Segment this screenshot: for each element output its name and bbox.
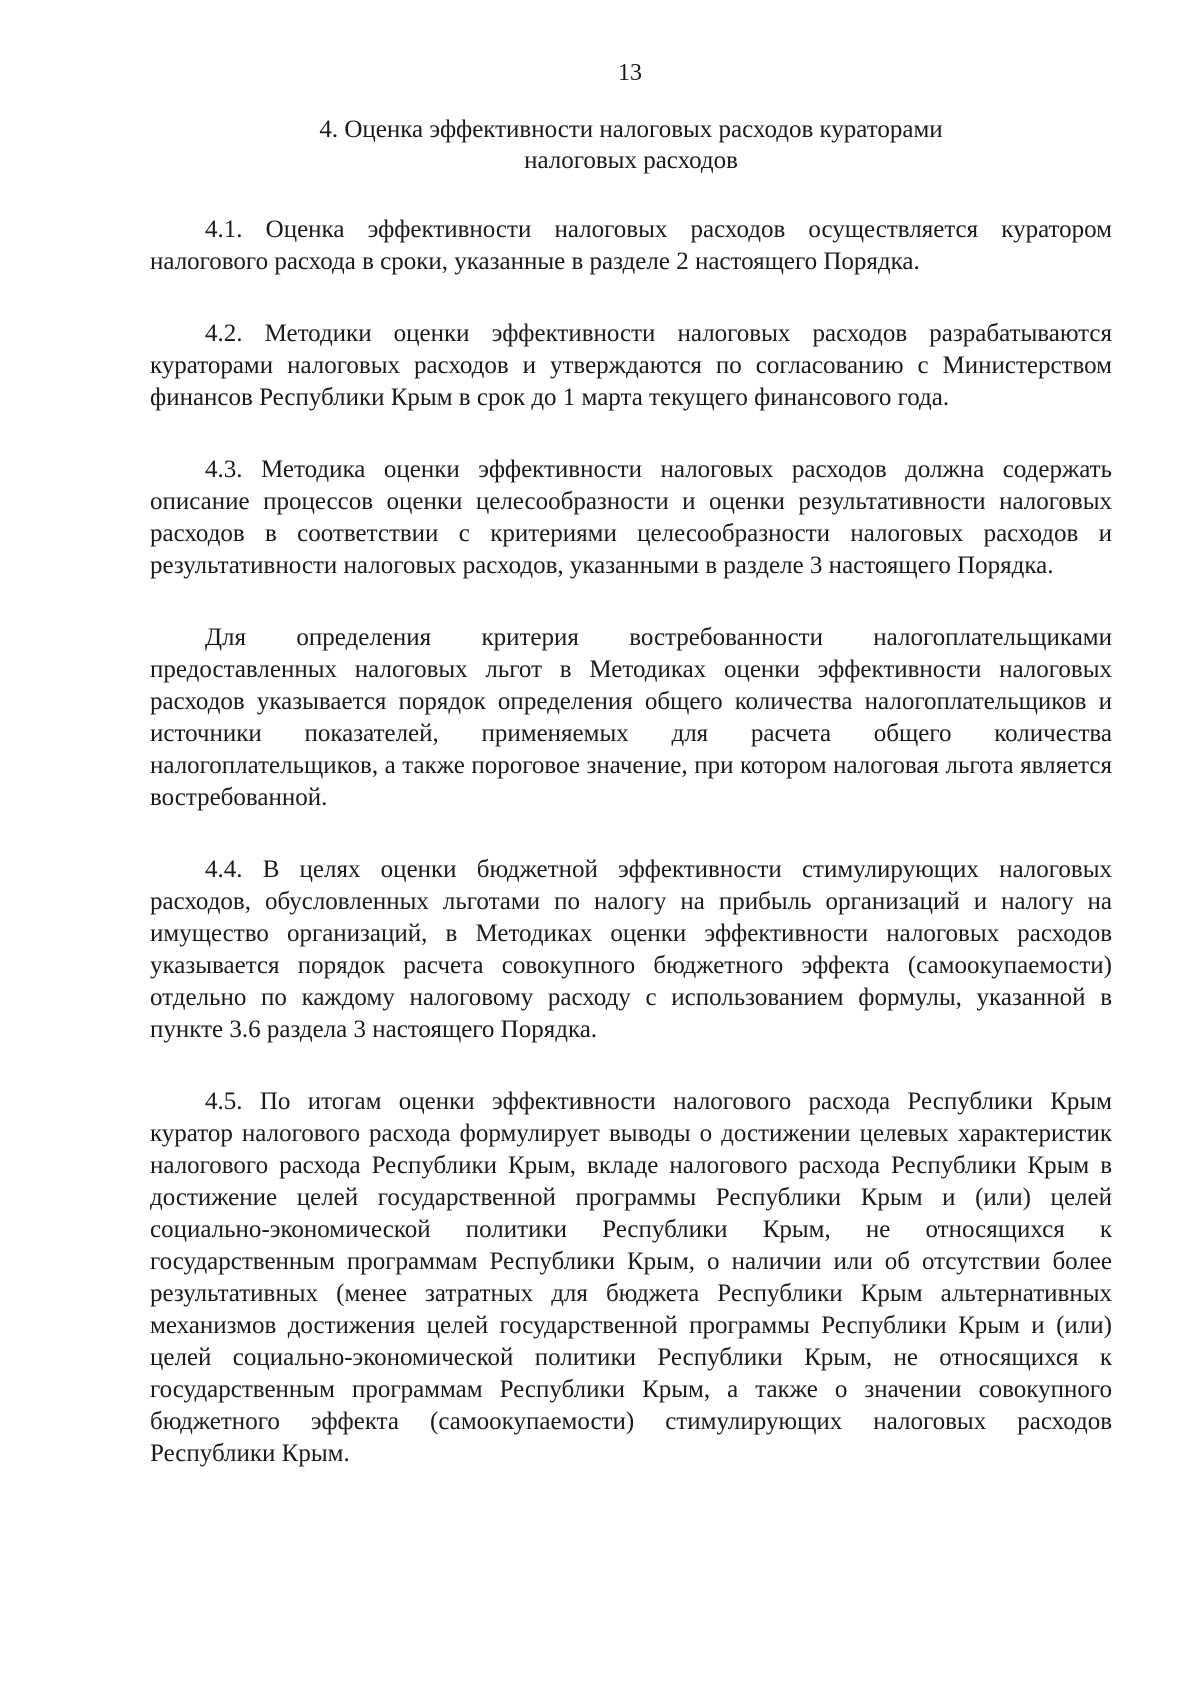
paragraph-demand-criterion: Для определения критерия востребованности налогоплательщиками предоставленных налоговых льгот в Методиках оценки эффективности налоговых расходов указывается порядок определения общего количества налогоплательщиков и источники показателей, применяемых для расчета общего количества налогоплательщиков, а также пороговое значение, при котором налоговая льгота является востребованной.	[150, 624, 1112, 811]
paragraph-4-4: 4.4. В целях оценки бюджетной эффективности стимулирующих налоговых расходов, обусловленных льготами по налогу на прибыль организаций и налогу на имущество организаций, в Методиках оценки эффективности налоговых расходов указывается порядок расчета совокупного бюджетного эффекта (самоокупаемости) отдельно по каждому налоговому расходу с использованием формулы, указанной в пункте 3.6 раздела 3 настоящего Порядка.	[150, 856, 1112, 1043]
section-title	[150, 114, 1112, 176]
section-title-line-2: налоговых расходов	[524, 147, 738, 174]
paragraph-4-1: 4.1. Оценка эффективности налоговых расходов осуществляется куратором налогового расхода в сроки, указанные в разделе 2 настоящего Порядка.	[150, 216, 1112, 275]
document-body	[150, 214, 1112, 1470]
paragraph-4-3: 4.3. Методика оценки эффективности налоговых расходов должна содержать описание процессов оценки целесообразности и оценки результативности налоговых расходов в соответствии с критериями целесообразности налоговых расходов и результативности налоговых расходов, указанными в разделе 3 настоящего Порядка.	[150, 456, 1112, 579]
page-number: 13	[618, 60, 642, 86]
paragraph-4-5: 4.5. По итогам оценки эффективности налогового расхода Республики Крым куратор налогового расхода формулирует выводы о достижении целевых характеристик налогового расхода Республики Крым, вкладе налогового расхода Республики Крым в достижение целей государственной программы Республики Крым и (или) целей социально-экономической политики Республики Крым, не относящихся к государственным программам Республики Крым, о наличии или об отсутствии более результативных (менее затратных для бюджета Республики Крым альтернативных механизмов достижения целей государственной программы Республики Крым и (или) целей социально-экономической политики Республики Крым, не относящихся к государственным программам Республики Крым, а также о значении совокупного бюджетного эффекта (самоокупаемости) стимулирующих налоговых расходов Республики Крым.	[150, 1088, 1112, 1467]
section-title-line-1: 4. Оценка эффективности налоговых расходов кураторами	[319, 116, 943, 143]
paragraph-4-2: 4.2. Методики оценки эффективности налоговых расходов разрабатываются кураторами налоговых расходов и утверждаются по согласованию с Министерством финансов Республики Крым в срок до 1 марта текущего финансового года.	[150, 320, 1112, 411]
